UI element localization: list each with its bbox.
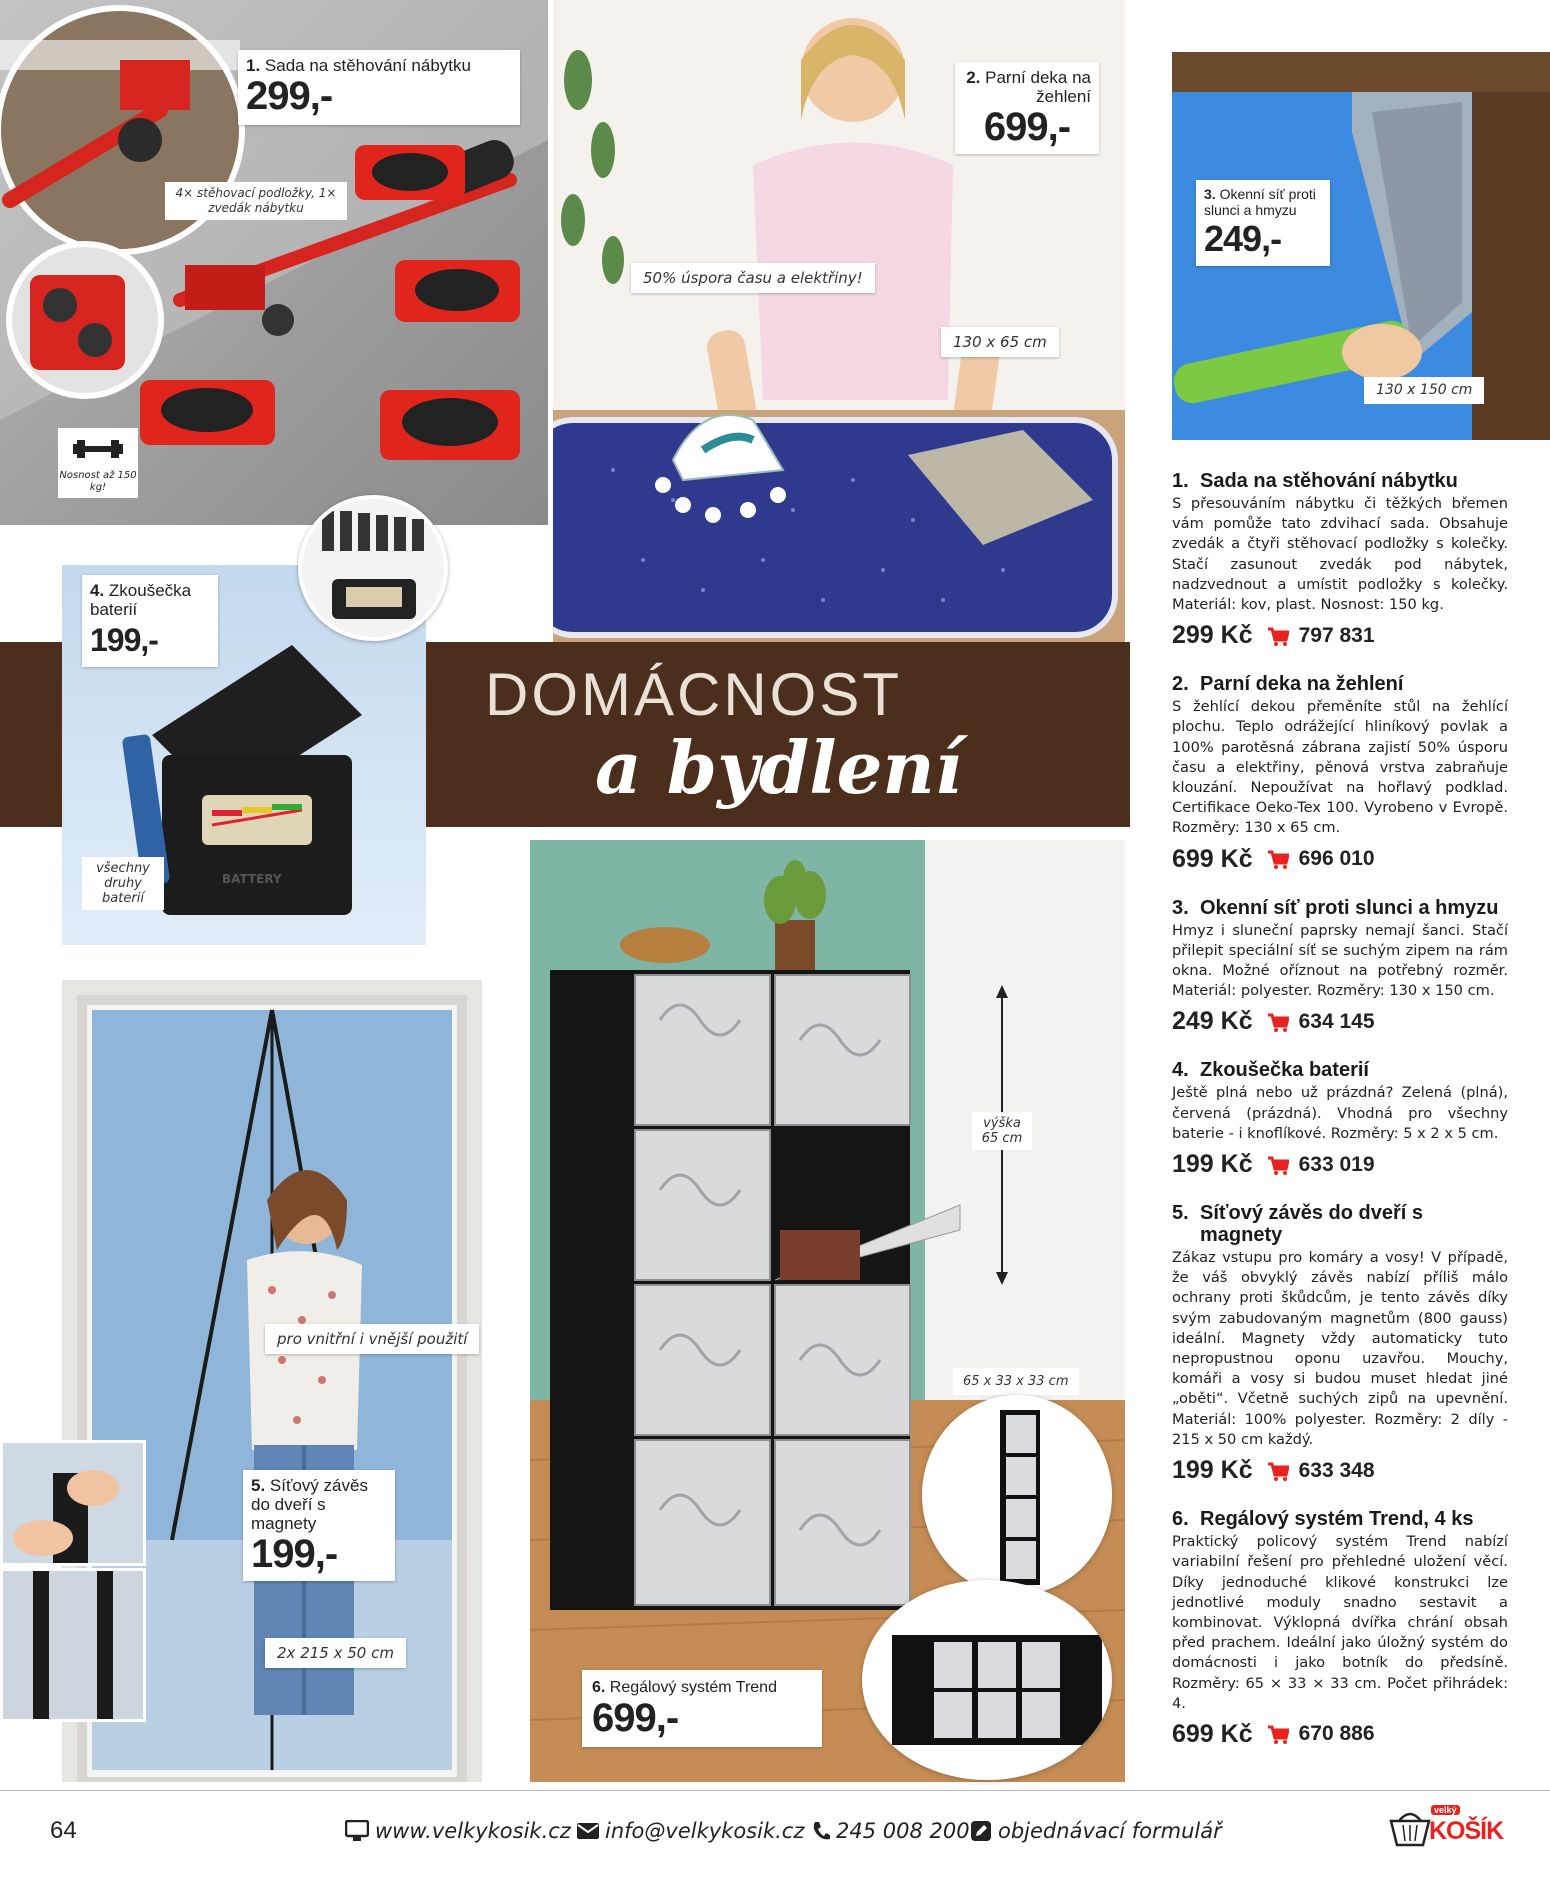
- phone-icon: [812, 1821, 830, 1841]
- cart-icon: [1267, 1724, 1289, 1744]
- price-tag-4: 4. Zkoušečka baterií 199,-: [82, 575, 218, 667]
- window-net-size: 130 x 150 cm: [1364, 377, 1484, 404]
- logo-small-text: velký: [1431, 1805, 1460, 1815]
- product-price: 299 Kč: [1172, 621, 1253, 650]
- page-number: 64: [50, 1817, 77, 1844]
- product-list: [1172, 470, 1508, 1772]
- product-3: [1172, 897, 1508, 1037]
- footer: [0, 1790, 1550, 1882]
- product-code: 696 010: [1298, 847, 1375, 871]
- mover-pad: [140, 380, 275, 445]
- product-desc: S přesouváním nábytku či těžkých břemen vám pomůže tato zdvihací sada. Obsahuje zvedák a čtyři stěhovací podložky s kolečky. Stačí zasunout zvedák pod nábytek, nadzvednout a umístit podložky s kolečky. Materiál: kov, plast. Nosnost: 150 kg.: [1172, 495, 1508, 614]
- logo-big-text: KOŠÍK: [1429, 1817, 1504, 1845]
- product-1: [1172, 470, 1508, 650]
- website-link[interactable]: [345, 1819, 571, 1843]
- phone-text: 245 008 200: [836, 1819, 970, 1843]
- product-code: 797 831: [1298, 623, 1375, 647]
- email-text: info@velkykosik.cz: [605, 1819, 805, 1843]
- brand-logo: [1385, 1805, 1505, 1855]
- envelope-icon: [577, 1823, 599, 1839]
- product-title: 4. Zkoušečka baterií: [1172, 1059, 1369, 1082]
- mover-pad: [380, 390, 520, 460]
- load-text: Nosnost až 150 kg!: [59, 470, 137, 493]
- price-tag-1: 1. Sada na stěhování nábytku 299,-: [238, 50, 520, 125]
- curtain-note: pro vnitřní i vnější použití: [265, 1324, 479, 1354]
- ironing-note: 50% úspora času a elektřiny!: [631, 263, 875, 293]
- cart-icon: [1267, 1155, 1289, 1175]
- product-price: 199 Kč: [1172, 1456, 1253, 1485]
- load-badge: [58, 428, 138, 498]
- website-text: www.velkykosik.cz: [375, 1819, 571, 1843]
- monitor-icon: [345, 1820, 369, 1842]
- product-5: [1172, 1202, 1508, 1485]
- mover-pad: [355, 145, 465, 200]
- velcro-icon: [3, 1443, 143, 1563]
- phone-link[interactable]: [812, 1819, 970, 1843]
- cart-icon: [1267, 626, 1289, 646]
- section-title-line1: DOMÁCNOST: [485, 661, 902, 728]
- velcro-inset-bottom: [0, 1568, 146, 1722]
- product-price: 199 Kč: [1172, 1150, 1253, 1179]
- product-price: 699 Kč: [1172, 844, 1253, 873]
- ironing-size: 130 x 65 cm: [941, 327, 1059, 357]
- basket-logo-icon: [1385, 1807, 1435, 1849]
- product-title: 3. Okenní síť proti slunci a hmyzu: [1172, 896, 1499, 919]
- form-edit-icon: [970, 1820, 992, 1842]
- product-desc: S žehlící dekou přeměníte stůl na žehlící plochu. Teplo odrážející hliníkový povlak a 100% parotěsná zábrana zajistí 50% úsporu času a elektřiny, pěnová vrstva zabraňuje klouzání. Nepoužívat na hořlavý podklad. Certifikace Oeko-Tex 100. Vyrobeno v Evropě. Rozměry: 130 x 65 cm.: [1172, 698, 1508, 837]
- price-tag-5: 5. Síťový závěs do dveří s magnety 199,-: [243, 1470, 395, 1581]
- price-tag-6: 6. Regálový systém Trend 699,-: [582, 1670, 822, 1747]
- cart-icon: [1267, 1461, 1289, 1481]
- product-title: 6. Regálový systém Trend, 4 ks: [1172, 1508, 1474, 1531]
- product-code: 670 886: [1298, 1722, 1375, 1746]
- shelf-wide-inset: [862, 1580, 1112, 1780]
- price-tag-3: 3. Okenní síť proti slunci a hmyzu 249,-: [1196, 180, 1330, 266]
- velcro-inset-top: [0, 1440, 146, 1566]
- product-code: 633 348: [1298, 1458, 1375, 1482]
- product-desc: Zákaz vstupu pro komáry a vosy! V případě, že váš obvyklý závěs nabízí příliš málo ochrany proti škůdcům, je tento závěs díky svým zabudovaným magnetům (800 gauss) ideální. Magnety vždy automaticky tuto nepropustnou oponu uzavřou. Mouchy, komáři a vosy si budou muset hledat jiné „oběti“. Včetně suchých zipů na upevnění. Materiál: 100% polyester. Rozměry: 2 díly - 215 x 50 cm každý.: [1172, 1249, 1508, 1448]
- email-link[interactable]: [577, 1819, 804, 1843]
- mover-pad: [395, 260, 520, 322]
- product-price: 249 Kč: [1172, 1007, 1253, 1036]
- price-tag-2: 2. Parní deka na žehlení 699,-: [955, 62, 1099, 154]
- batteries-icon: [302, 499, 444, 637]
- shelf-height: výška 65 cm: [972, 1112, 1032, 1150]
- product-title: 5. Síťový závěs do dveří s magnety: [1172, 1202, 1424, 1247]
- order-form-text: objednávací formulář: [998, 1819, 1222, 1843]
- mover-caption: 4× stěhovací podložky, 1× zvedák nábytku: [165, 182, 347, 220]
- product-code: 634 145: [1298, 1009, 1375, 1033]
- battery-caption: všechny druhy baterií: [82, 857, 164, 910]
- cart-icon: [1267, 849, 1289, 869]
- curtain-size: 2x 215 x 50 cm: [265, 1638, 406, 1668]
- product-desc: Ještě plná nebo už prázdná? Zelená (plná), červená (prázdná). Vhodná pro všechny baterie - i knoflíkové. Rozměry: 5 x 2 x 5 cm.: [1172, 1084, 1508, 1142]
- dumbbell-icon: [73, 432, 123, 466]
- shelf-wide-icon: [862, 1580, 1112, 1780]
- product-desc: Hmyz i sluneční paprsky nemají šanci. Stačí přilepit speciální síť se suchým zipem na rám okna. Možné oříznout na potřebný rozměr. Materiál: polyester. Rozměry: 130 x 150 cm.: [1172, 921, 1508, 1000]
- product-4: [1172, 1059, 1508, 1179]
- shelf-size: 65 x 33 x 33 cm: [953, 1368, 1079, 1395]
- svg-text:BATTERY: BATTERY: [222, 872, 282, 886]
- cart-icon: [1267, 1012, 1289, 1032]
- shelf-tower-icon: [922, 1395, 1112, 1595]
- product-desc: Praktický policový systém Trend nabízí variabilní řešení pro přehledné uložení věcí. Díky jednoduché klikové konstrukci lze jednotlivé moduly snadno sestavit a kombinovat. Výklopná dvířka chrání obsah před prachem. Ideální jako úložný systém do domácnosti i jako botník do předsíně. Rozměry: 65 × 33 × 33 cm. Počet přihrádek: 4.: [1172, 1533, 1508, 1712]
- order-form-link[interactable]: [970, 1819, 1222, 1843]
- section-title: [485, 660, 1085, 810]
- magnet-strip-icon: [3, 1571, 143, 1719]
- product-title: 2. Parní deka na žehlení: [1172, 673, 1404, 696]
- section-title-line2: a bydlení: [595, 725, 963, 810]
- product-2: [1172, 673, 1508, 873]
- product-price: 699 Kč: [1172, 1719, 1253, 1748]
- battery-inset: [298, 495, 448, 641]
- product-code: 633 019: [1298, 1152, 1375, 1176]
- product-6: [1172, 1508, 1508, 1749]
- shelf-tower-inset: [922, 1395, 1112, 1595]
- product-title: 1. Sada na stěhování nábytku: [1172, 470, 1458, 492]
